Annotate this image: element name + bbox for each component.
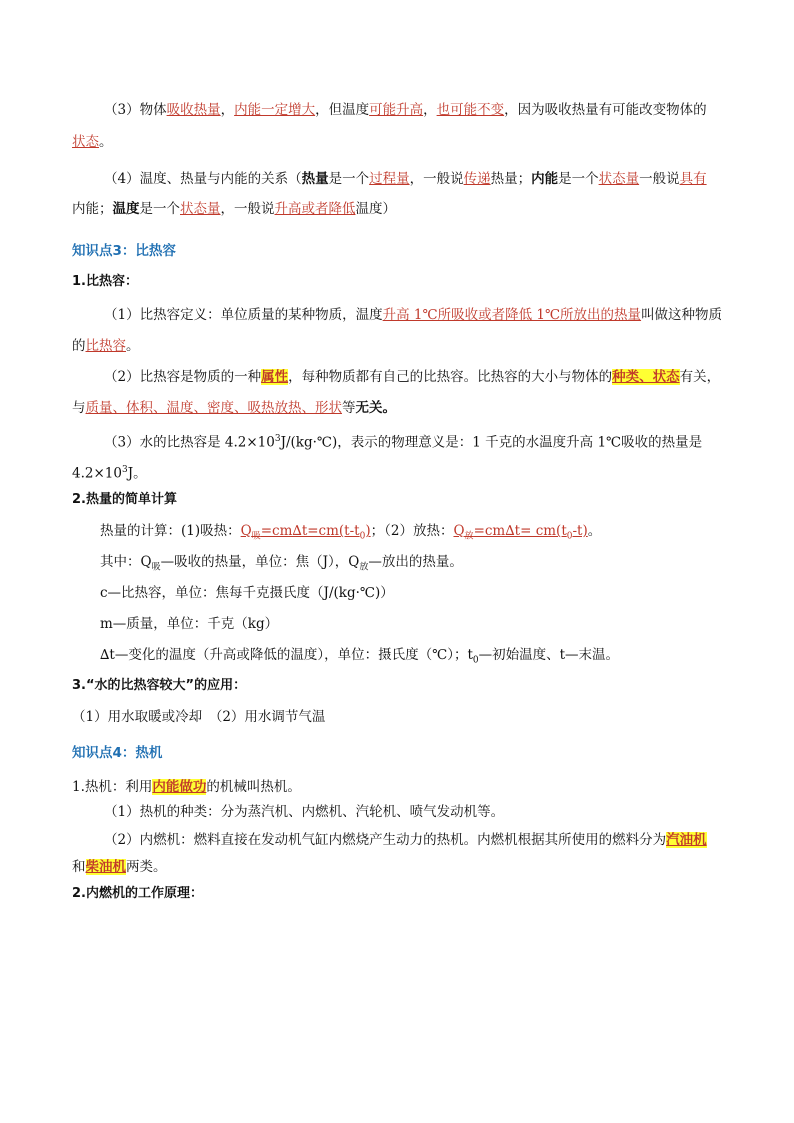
keyword: 具有 xyxy=(679,171,707,187)
paragraph-water xyxy=(104,429,702,453)
paragraph-definition xyxy=(104,305,722,325)
formula-line xyxy=(100,521,601,547)
text: 是一个 xyxy=(139,201,180,217)
text: 。 xyxy=(587,523,602,539)
bold-text: 内能 xyxy=(531,171,559,187)
keyword: 状态量 xyxy=(180,201,221,217)
text: （3）水的比热容是 4.2×10 xyxy=(104,434,275,451)
application-line: （1）用水取暖或冷却 （2）用水调节气温 xyxy=(72,709,326,725)
paragraph-4 xyxy=(104,169,707,189)
definition-c: c—比热容，单位：焦每千克摄氏度（J/(kg·℃)） xyxy=(100,585,394,601)
paragraph-4-cont xyxy=(72,199,396,219)
absorb-formula: $Q_吸=cm\Delta t=cm(t-t_0)$ xyxy=(240,523,371,542)
paragraph-definition-cont xyxy=(72,336,140,356)
paragraph-water-cont xyxy=(72,460,147,484)
release-formula: $Q_放=cm\Delta t= cm(t_0-t)$ xyxy=(453,523,588,542)
keyword: 传递 xyxy=(463,171,491,187)
text: 一般说 xyxy=(639,171,680,187)
paragraph-3 xyxy=(104,100,707,120)
text: J。 xyxy=(127,465,147,482)
text: 。 xyxy=(99,134,113,150)
text: （1）比热容定义：单位质量的某种物质，温度 xyxy=(104,307,383,323)
keyword: 内能一定增大 xyxy=(234,102,316,118)
keyword: 升高 1℃所吸收或者降低 1℃所放出的热量 xyxy=(382,307,642,323)
paragraph-property-cont xyxy=(72,398,396,418)
keyword: 也可能不变 xyxy=(436,102,505,118)
text: ， xyxy=(423,102,437,118)
heat-engine-types: （1）热机的种类：分为蒸汽机、内燃机、汽轮机、喷气发动机等。 xyxy=(104,804,505,820)
text: ， xyxy=(220,102,235,118)
definition-q: 其中：$Q_吸—$吸收的热量，单位：焦（J），$Q_放—$放出的热量。 xyxy=(100,554,463,573)
text: 4.2×10 xyxy=(72,465,122,482)
bold-text: 无关。 xyxy=(355,400,396,416)
keyword: 可能升高 xyxy=(369,102,424,118)
text: （4）温度、热量与内能的关系（ xyxy=(104,171,302,187)
paragraph-property xyxy=(104,367,720,387)
text: 是一个 xyxy=(558,171,599,187)
highlight: 内能做功 xyxy=(152,779,207,795)
text: 是一个 xyxy=(328,171,370,187)
keyword: 状态 xyxy=(72,134,99,150)
text: 。 xyxy=(126,338,140,354)
text: 有关， xyxy=(679,369,721,385)
superscript: 3 xyxy=(121,465,128,475)
keyword: 状态量 xyxy=(598,171,640,187)
subheading-specific-heat: 1.比热容： xyxy=(72,274,138,289)
text: 温度） xyxy=(355,201,396,217)
subheading-application: 3.“水的比热容较大”的应用： xyxy=(72,678,247,693)
section-heading-3: 知识点3：比热容 xyxy=(72,243,176,259)
text: J/(kg·℃)，表示的物理意义是：1 千克的水温度升高 1℃吸收的热量是 xyxy=(280,434,703,451)
keyword: 吸收热量 xyxy=(166,102,221,118)
text: （3）物体 xyxy=(104,102,167,118)
bold-text: 温度 xyxy=(112,201,140,217)
text: 热量的计算：(1)吸热： xyxy=(100,523,241,539)
text: 的 xyxy=(72,338,86,354)
internal-combustion-cont: 和柴油机两类。 xyxy=(72,859,167,875)
highlight: 种类、状态 xyxy=(612,369,680,385)
keyword: 比热容 xyxy=(85,338,126,354)
text: 内能； xyxy=(72,201,113,217)
highlight: 汽油机 xyxy=(666,832,707,848)
superscript: 3 xyxy=(274,434,281,444)
text: 与 xyxy=(72,400,86,416)
text: 叫做这种物质 xyxy=(641,307,723,323)
highlight: 属性 xyxy=(261,369,289,385)
paragraph-3-cont xyxy=(72,132,113,152)
definition-m: m—质量，单位：千克（kg） xyxy=(100,616,279,632)
text: ，一般说 xyxy=(220,201,275,217)
subheading-calc: 2.热量的简单计算 xyxy=(72,492,177,507)
text: ，每种物质都有自己的比热容。比热容的大小与物体的 xyxy=(288,369,613,385)
keyword: 过程量 xyxy=(369,171,410,187)
text: 等 xyxy=(342,400,356,416)
bold-text: 热量 xyxy=(301,171,329,187)
text: 热量； xyxy=(490,171,532,187)
text: ；（2）放热： xyxy=(370,523,454,539)
keyword: 质量、体积、温度、密度、吸热放热、形状 xyxy=(85,400,342,416)
section-heading-4: 知识点4：热机 xyxy=(72,745,163,761)
keyword: 升高或者降低 xyxy=(274,201,356,217)
text: ，但温度 xyxy=(315,102,370,118)
text: ，一般说 xyxy=(409,171,464,187)
subheading-working-principle: 2.内燃机的工作原理： xyxy=(72,886,203,901)
text: （2）比热容是物质的一种 xyxy=(104,369,262,385)
highlight: 柴油机 xyxy=(85,859,126,875)
definition-dt: ∆t—变化的温度（升高或降低的温度），单位：摄氏度（℃）；$t_0—$初始温度、t—末温。 xyxy=(100,647,620,666)
internal-combustion: （2）内燃机：燃料直接在发动机气缸内燃烧产生动力的热机。内燃机根据其所使用的燃料分为汽油机 xyxy=(104,832,707,848)
heat-engine-definition: 1.热机：利用内能做功的机械叫热机。 xyxy=(72,779,301,795)
text: ，因为吸收热量有可能改变物体的 xyxy=(504,102,707,118)
